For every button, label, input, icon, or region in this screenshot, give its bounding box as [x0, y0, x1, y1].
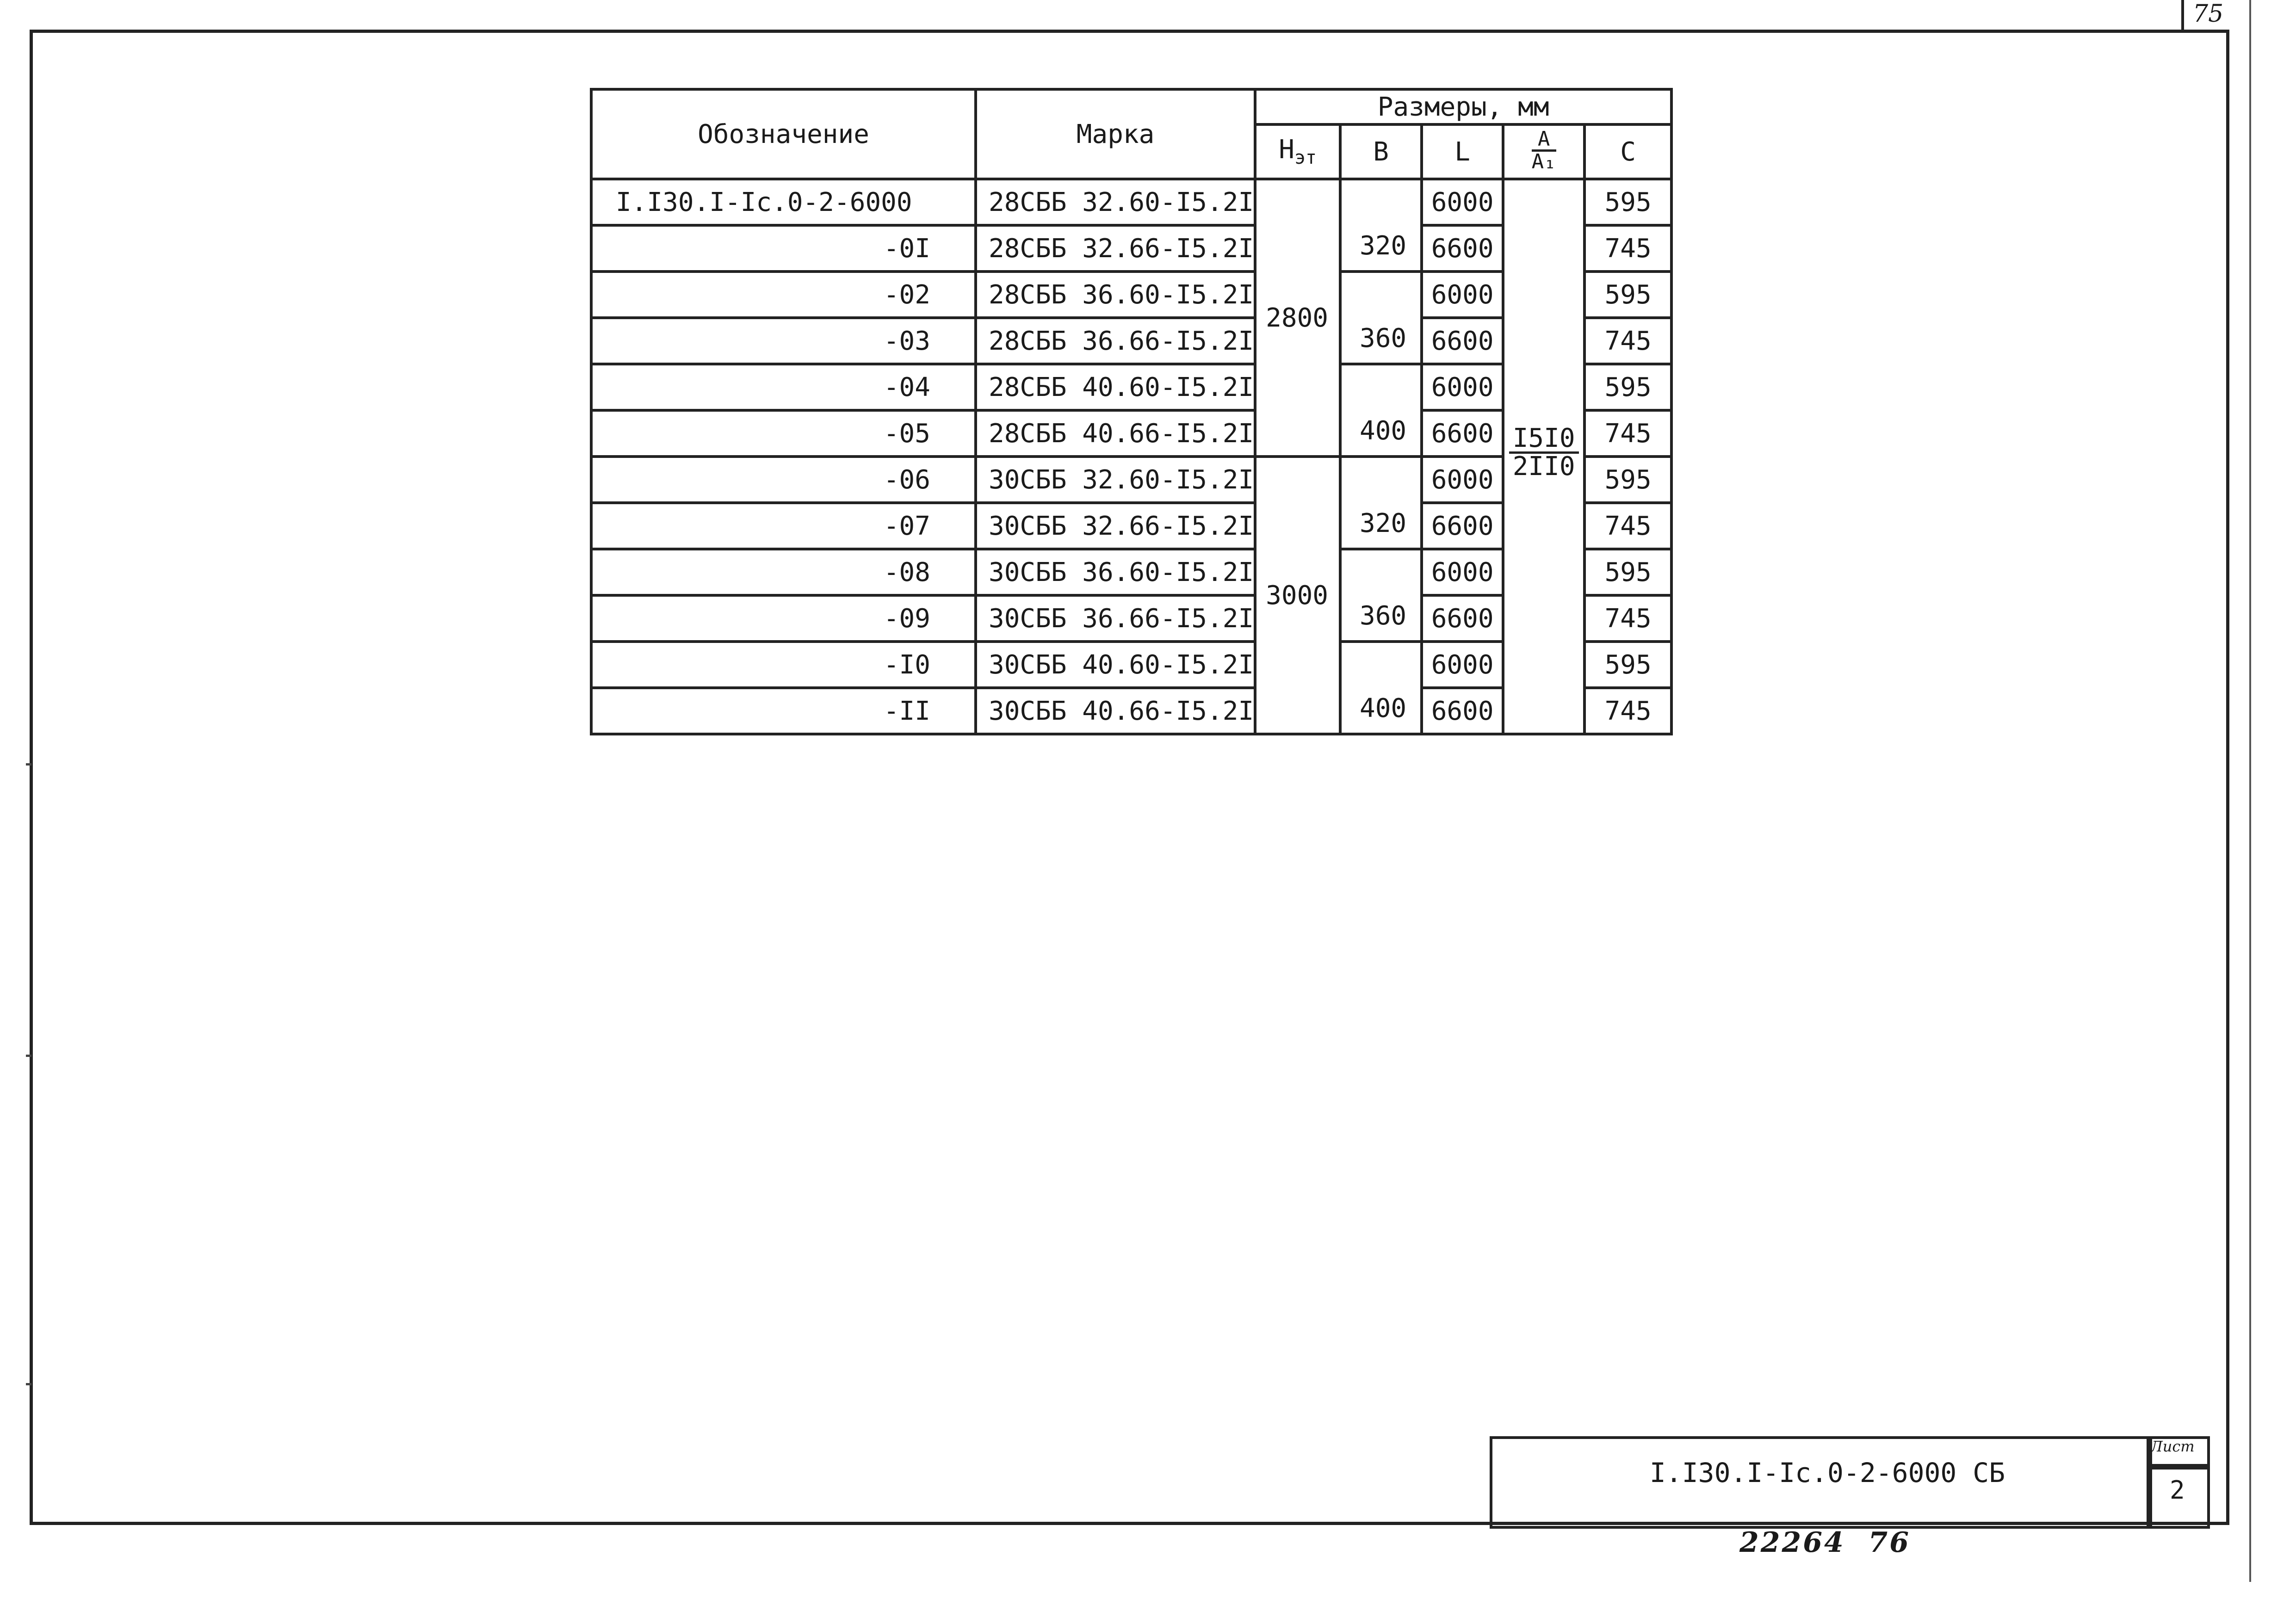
frame-tick [26, 1055, 31, 1057]
frame-right-line [2226, 30, 2229, 1525]
cell-oboznachenie: -I0 [591, 642, 976, 688]
cell-oboznachenie: -05 [591, 410, 976, 457]
cell-oboznachenie: -0I [591, 225, 976, 272]
cell-marka: 30СББ 32.66-I5.2I [976, 503, 1255, 549]
header-h-sub: эт [1294, 147, 1317, 169]
cell-oboznachenie: -09 [591, 595, 976, 642]
header-a-den: А₁ [1531, 149, 1556, 173]
cell-c: 745 [1584, 595, 1671, 642]
cell-l: 6600 [1422, 410, 1503, 457]
header-oboznachenie: Обозначение [591, 89, 976, 179]
frame-left-line [30, 30, 33, 1525]
cell-l: 6600 [1422, 503, 1503, 549]
cell-c: 745 [1584, 225, 1671, 272]
cell-l: 6000 [1422, 457, 1503, 503]
cell-marka: 30СББ 36.66-I5.2I [976, 595, 1255, 642]
cell-marka: 28СББ 32.66-I5.2I [976, 225, 1255, 272]
cell-b: 400 [1340, 364, 1422, 457]
cell-marka: 28СББ 40.60-I5.2I [976, 364, 1255, 410]
sheet-edge-line [2249, 0, 2251, 1582]
page-number-top: 75 [2193, 0, 2224, 28]
specification-table [590, 88, 1673, 735]
cell-marka: 30СББ 32.60-I5.2I [976, 457, 1255, 503]
cell-l: 6000 [1422, 179, 1503, 225]
cell-c: 595 [1584, 364, 1671, 410]
cell-l: 6000 [1422, 549, 1503, 595]
cell-b: 400 [1340, 642, 1422, 734]
cell-b: 320 [1340, 179, 1422, 272]
cell-c: 595 [1584, 457, 1671, 503]
cell-l: 6600 [1422, 595, 1503, 642]
header-a [1503, 124, 1584, 179]
header-b: В [1340, 124, 1422, 179]
header-h [1255, 124, 1340, 179]
cell-h-group-2: 3000 [1255, 457, 1340, 734]
cell-marka: 28СББ 36.66-I5.2I [976, 318, 1255, 364]
header-h-main: Н [1279, 135, 1294, 165]
page-number-box-line [2181, 0, 2184, 30]
cell-oboznachenie: -06 [591, 457, 976, 503]
header-marka: Марка [976, 89, 1255, 179]
cell-oboznachenie: -II [591, 688, 976, 734]
cell-marka: 28СББ 36.60-I5.2I [976, 272, 1255, 318]
frame-tick [26, 763, 31, 766]
cell-oboznachenie: -08 [591, 549, 976, 595]
cell-c: 595 [1584, 272, 1671, 318]
cell-marka: 30СББ 40.66-I5.2I [976, 688, 1255, 734]
cell-c: 595 [1584, 642, 1671, 688]
sheet-label: Лист [2150, 1438, 2195, 1455]
cell-l: 6600 [1422, 225, 1503, 272]
cell-c: 595 [1584, 549, 1671, 595]
cell-l: 6000 [1422, 642, 1503, 688]
cell-a-den: 2II0 [1512, 451, 1575, 482]
header-l: L [1422, 124, 1503, 179]
cell-c: 745 [1584, 318, 1671, 364]
frame-tick [26, 1383, 31, 1385]
header-row [591, 89, 1671, 124]
cell-marka: 30СББ 36.60-I5.2I [976, 549, 1255, 595]
header-razmery: Размеры, мм [1255, 89, 1671, 124]
cell-marka: 30СББ 40.60-I5.2I [976, 642, 1255, 688]
cell-c: 745 [1584, 688, 1671, 734]
cell-marka: 28СББ 32.60-I5.2I [976, 179, 1255, 225]
header-c: С [1584, 124, 1671, 179]
table-row [591, 179, 1671, 225]
cell-b: 320 [1340, 457, 1422, 549]
cell-c: 745 [1584, 503, 1671, 549]
sheet-number: 2 [2170, 1476, 2185, 1505]
title-block-code: I.I30.I-Ic.0-2-6000 СБ [1649, 1457, 2005, 1488]
cell-oboznachenie: I.I30.I-Ic.0-2-6000 [591, 179, 976, 225]
cell-a-value [1503, 179, 1584, 734]
cell-l: 6600 [1422, 688, 1503, 734]
cell-oboznachenie: -02 [591, 272, 976, 318]
cell-c: 745 [1584, 410, 1671, 457]
cell-l: 6000 [1422, 272, 1503, 318]
cell-oboznachenie: -07 [591, 503, 976, 549]
cell-a-num: I5I0 [1509, 426, 1579, 454]
cell-l: 6000 [1422, 364, 1503, 410]
cell-oboznachenie: -03 [591, 318, 976, 364]
bottom-handwritten-number: 22264 76 [1739, 1526, 1911, 1559]
cell-c: 595 [1584, 179, 1671, 225]
cell-b: 360 [1340, 272, 1422, 364]
cell-l: 6600 [1422, 318, 1503, 364]
cell-oboznachenie: -04 [591, 364, 976, 410]
cell-h-group-1: 2800 [1255, 179, 1340, 457]
frame-top-line [30, 30, 2229, 33]
cell-marka: 28СББ 40.66-I5.2I [976, 410, 1255, 457]
header-a-num: А [1532, 129, 1556, 152]
cell-b: 360 [1340, 549, 1422, 642]
